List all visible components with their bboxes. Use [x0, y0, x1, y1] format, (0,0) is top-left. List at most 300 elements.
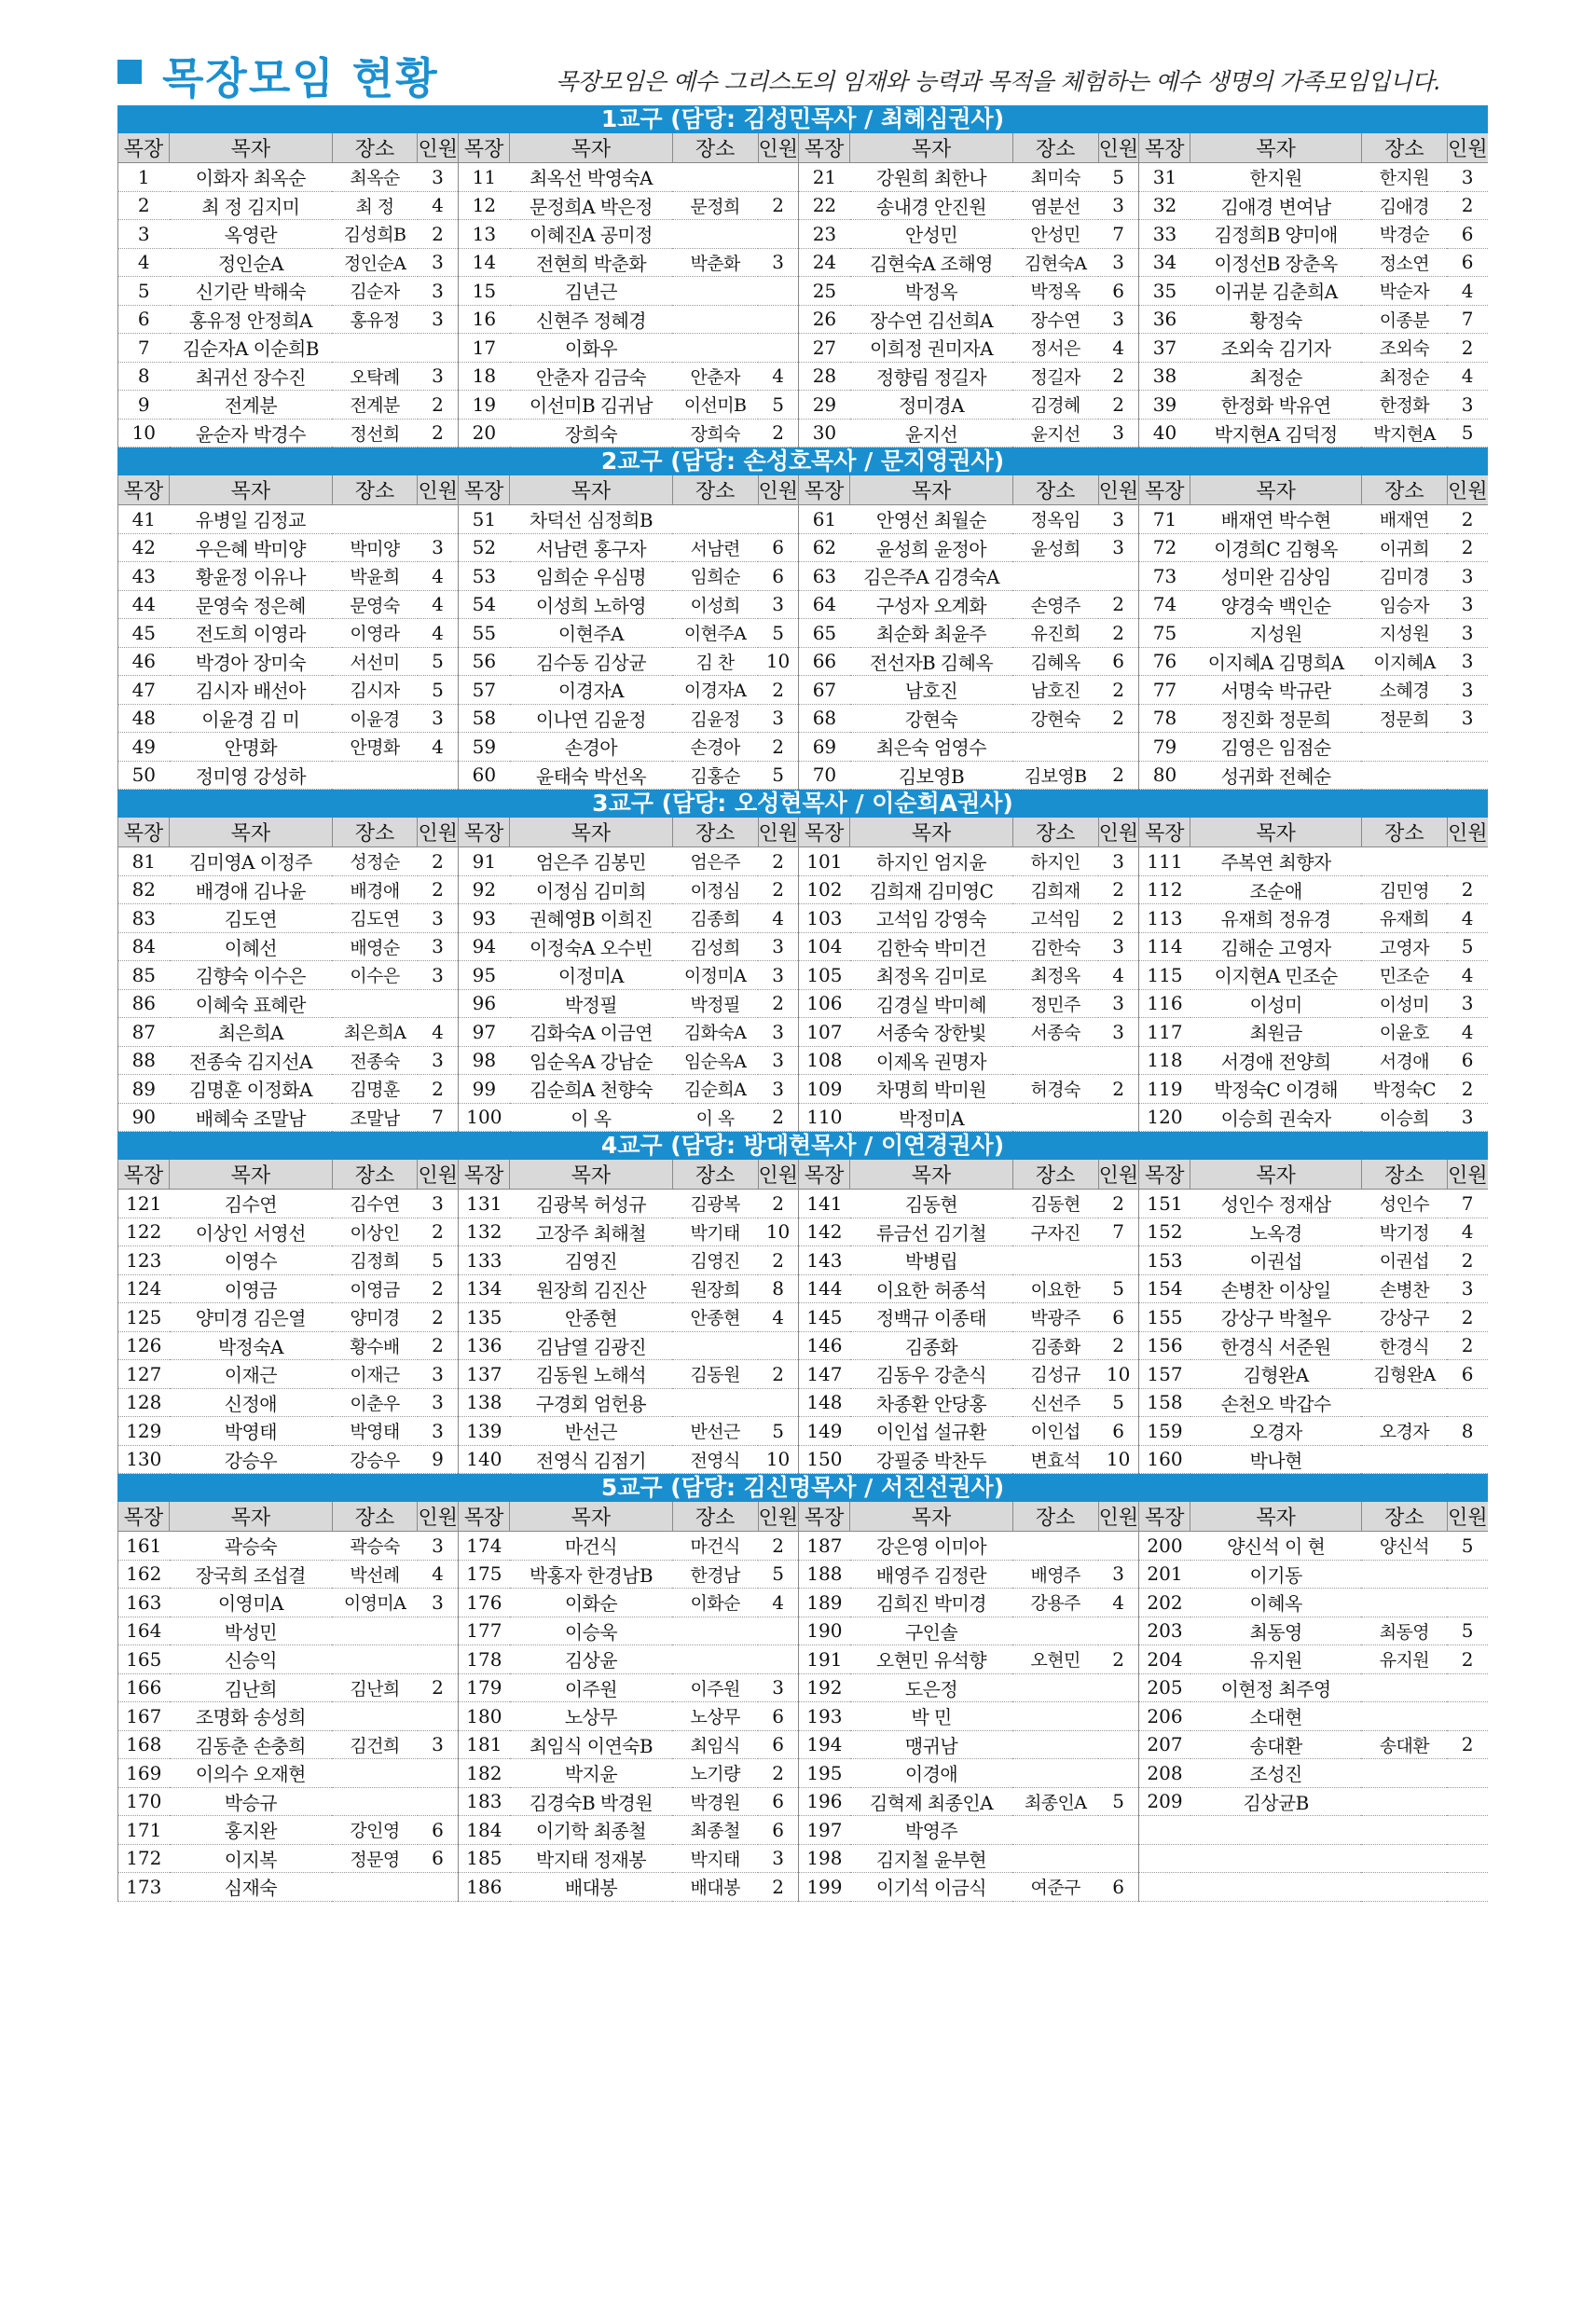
group-number: 68 — [799, 704, 850, 733]
column-header-shepherd-names: 목자 — [510, 475, 673, 505]
member-count: 3 — [758, 704, 799, 733]
column-header-meeting-place: 장소 — [1361, 818, 1447, 847]
column-header-shepherd-names: 목자 — [170, 475, 333, 505]
member-count: 4 — [1098, 961, 1139, 990]
shepherd-names: 김년근 — [510, 277, 673, 306]
member-count: 3 — [418, 704, 459, 733]
table-row — [118, 676, 1489, 705]
group-number: 171 — [118, 1816, 170, 1845]
group-number: 172 — [118, 1844, 170, 1873]
table-row — [118, 1873, 1489, 1902]
table-row — [118, 1816, 1489, 1845]
shepherd-names: 김도연 — [170, 904, 333, 933]
table-row — [118, 1046, 1489, 1075]
group-number: 169 — [118, 1759, 170, 1788]
member-count: 2 — [1098, 761, 1139, 790]
member-count: 2 — [418, 391, 459, 420]
meeting-place: 유지원 — [1361, 1645, 1447, 1674]
meeting-place — [332, 334, 418, 363]
member-count: 5 — [1447, 419, 1488, 447]
meeting-place — [1361, 761, 1447, 790]
group-number: 51 — [459, 505, 510, 534]
shepherd-names: 서명숙 박규란 — [1190, 676, 1362, 705]
parish-section — [117, 790, 1488, 1132]
shepherd-names: 전계분 — [170, 391, 333, 420]
table-row — [118, 1589, 1489, 1617]
group-number: 80 — [1139, 761, 1190, 790]
member-count: 2 — [758, 1246, 799, 1275]
shepherd-names: 신기란 박해숙 — [170, 277, 333, 306]
group-number: 14 — [459, 248, 510, 277]
shepherd-names: 정진화 정문희 — [1190, 704, 1362, 733]
group-number: 131 — [459, 1190, 510, 1218]
group-number: 165 — [118, 1645, 170, 1674]
shepherd-names: 김시자 배선아 — [170, 676, 333, 705]
shepherd-names: 강현숙 — [850, 704, 1013, 733]
group-number: 61 — [799, 505, 850, 534]
group-number: 114 — [1139, 932, 1190, 961]
column-header-shepherd-names: 목자 — [1190, 133, 1362, 163]
group-number: 20 — [459, 419, 510, 447]
shepherd-names: 박영태 — [170, 1417, 333, 1446]
shepherd-names: 이권섭 — [1190, 1246, 1362, 1275]
table-row — [118, 647, 1489, 676]
shepherd-names: 이정심 김미희 — [510, 875, 673, 904]
column-header-member-count: 인원 — [1098, 1160, 1139, 1190]
shepherd-names: 이혜숙 표혜란 — [170, 989, 333, 1018]
member-count: 3 — [418, 1730, 459, 1759]
meeting-place: 손병찬 — [1361, 1274, 1447, 1303]
member-count: 2 — [1098, 619, 1139, 648]
meeting-place — [672, 1331, 758, 1360]
meeting-place: 김성희 — [672, 932, 758, 961]
group-number: 140 — [459, 1445, 510, 1474]
meeting-place — [672, 505, 758, 534]
shepherd-names: 박정숙A — [170, 1331, 333, 1360]
shepherd-names: 권혜영B 이희진 — [510, 904, 673, 933]
column-header-shepherd-names: 목자 — [510, 1502, 673, 1532]
shepherd-names: 이요한 허종석 — [850, 1274, 1013, 1303]
meeting-place: 최동영 — [1361, 1617, 1447, 1645]
group-number: 17 — [459, 334, 510, 363]
table-row — [118, 419, 1489, 447]
shepherd-names: 이선미B 김귀남 — [510, 391, 673, 420]
group-number: 121 — [118, 1190, 170, 1218]
shepherd-names: 이상인 서영선 — [170, 1218, 333, 1246]
meeting-place: 김민영 — [1361, 875, 1447, 904]
meeting-place: 이경자A — [672, 676, 758, 705]
shepherd-names: 이정선B 장춘옥 — [1190, 248, 1362, 277]
column-header-group-number: 목장 — [799, 475, 850, 505]
shepherd-names: 김해순 고영자 — [1190, 932, 1362, 961]
group-number: 191 — [799, 1645, 850, 1674]
meeting-place — [1361, 847, 1447, 876]
shepherd-names: 전선자B 김혜옥 — [850, 647, 1013, 676]
meeting-place: 김영진 — [672, 1246, 758, 1275]
shepherd-names: 황정숙 — [1190, 305, 1362, 334]
page-title: 목장모임 현황 — [162, 53, 439, 103]
shepherd-names: 이경자A — [510, 676, 673, 705]
member-count — [1098, 1702, 1139, 1731]
meeting-place: 정문희 — [1361, 704, 1447, 733]
shepherd-names: 김지철 윤부현 — [850, 1844, 1013, 1873]
column-header-shepherd-names: 목자 — [170, 818, 333, 847]
table-row — [118, 1190, 1489, 1218]
member-count: 2 — [758, 1360, 799, 1389]
shepherd-names: 신승익 — [170, 1645, 333, 1674]
shepherd-names: 김광복 허성규 — [510, 1190, 673, 1218]
member-count: 6 — [1098, 1303, 1139, 1332]
shepherd-names: 반선근 — [510, 1417, 673, 1446]
shepherd-names: 이나연 김윤정 — [510, 704, 673, 733]
group-number: 205 — [1139, 1673, 1190, 1702]
shepherd-names: 이기학 최종철 — [510, 1816, 673, 1845]
meeting-place: 이영금 — [332, 1274, 418, 1303]
shepherd-names: 김명훈 이정화A — [170, 1075, 333, 1104]
group-number: 174 — [459, 1532, 510, 1561]
group-number: 157 — [1139, 1360, 1190, 1389]
group-number — [1139, 1873, 1190, 1902]
meeting-place — [1012, 1759, 1098, 1788]
member-count — [1098, 1816, 1139, 1845]
shepherd-names: 박승규 — [170, 1787, 333, 1816]
group-number: 23 — [799, 220, 850, 249]
group-number: 11 — [459, 163, 510, 192]
group-number: 6 — [118, 305, 170, 334]
meeting-place — [1361, 1560, 1447, 1589]
shepherd-names: 김상균B — [1190, 1787, 1362, 1816]
group-number: 147 — [799, 1360, 850, 1389]
shepherd-names: 안춘자 김금숙 — [510, 362, 673, 391]
parish-table — [117, 1160, 1488, 1474]
group-number: 199 — [799, 1873, 850, 1902]
meeting-place — [332, 761, 418, 790]
shepherd-names: 김영은 임점순 — [1190, 733, 1362, 762]
meeting-place: 전영식 — [672, 1445, 758, 1474]
shepherd-names: 정인순A — [170, 248, 333, 277]
group-number: 195 — [799, 1759, 850, 1788]
meeting-place — [1012, 1702, 1098, 1731]
shepherd-names: 최 정 김지미 — [170, 191, 333, 220]
group-number: 176 — [459, 1589, 510, 1617]
member-count: 3 — [758, 1046, 799, 1075]
parish-title: 2교구 (담당: 손성호목사 / 문지영권사) — [117, 447, 1488, 475]
shepherd-names: 조명화 송성희 — [170, 1702, 333, 1731]
shepherd-names: 서종숙 장한빛 — [850, 1018, 1013, 1047]
table-row — [118, 1787, 1489, 1816]
shepherd-names: 최귀선 장수진 — [170, 362, 333, 391]
group-number: 183 — [459, 1787, 510, 1816]
meeting-place: 배영순 — [332, 932, 418, 961]
meeting-place — [332, 1617, 418, 1645]
member-count: 3 — [1098, 533, 1139, 562]
group-number: 98 — [459, 1046, 510, 1075]
group-number: 167 — [118, 1702, 170, 1731]
parish-section — [117, 1474, 1488, 1902]
group-number: 204 — [1139, 1645, 1190, 1674]
column-header-member-count: 인원 — [418, 475, 459, 505]
shepherd-names: 차덕선 심정희B — [510, 505, 673, 534]
group-number: 113 — [1139, 904, 1190, 933]
meeting-place: 김희재 — [1012, 875, 1098, 904]
group-number: 109 — [799, 1075, 850, 1104]
meeting-place: 정민주 — [1012, 989, 1098, 1018]
group-number: 192 — [799, 1673, 850, 1702]
shepherd-names: 이화우 — [510, 334, 673, 363]
table-row — [118, 961, 1489, 990]
member-count: 3 — [1447, 989, 1488, 1018]
group-number: 117 — [1139, 1018, 1190, 1047]
meeting-place: 최정순 — [1361, 362, 1447, 391]
group-number: 39 — [1139, 391, 1190, 420]
group-number: 198 — [799, 1844, 850, 1873]
member-count: 6 — [418, 1844, 459, 1873]
shepherd-names: 최정순 — [1190, 362, 1362, 391]
member-count: 3 — [418, 1046, 459, 1075]
group-number: 31 — [1139, 163, 1190, 192]
column-header-meeting-place: 장소 — [1012, 1160, 1098, 1190]
member-count — [758, 1331, 799, 1360]
group-number: 102 — [799, 875, 850, 904]
table-row — [118, 1560, 1489, 1589]
column-header-meeting-place: 장소 — [1012, 475, 1098, 505]
group-number — [1139, 1816, 1190, 1845]
meeting-place: 이지혜A — [1361, 647, 1447, 676]
member-count: 2 — [758, 1190, 799, 1218]
meeting-place — [332, 1702, 418, 1731]
column-header-shepherd-names: 목자 — [170, 133, 333, 163]
table-row — [118, 362, 1489, 391]
member-count: 2 — [1447, 875, 1488, 904]
table-row — [118, 1331, 1489, 1360]
group-number: 22 — [799, 191, 850, 220]
shepherd-names: 안종현 — [510, 1303, 673, 1332]
member-count — [1447, 1816, 1488, 1845]
shepherd-names: 이혜옥 — [1190, 1589, 1362, 1617]
shepherd-names: 김혁제 최종인A — [850, 1787, 1013, 1816]
member-count: 3 — [1447, 1274, 1488, 1303]
group-number: 21 — [799, 163, 850, 192]
meeting-place: 이성미 — [1361, 989, 1447, 1018]
shepherd-names: 정향림 정길자 — [850, 362, 1013, 391]
shepherd-names: 한경식 서준원 — [1190, 1331, 1362, 1360]
group-number: 75 — [1139, 619, 1190, 648]
group-number: 81 — [118, 847, 170, 876]
member-count — [758, 1645, 799, 1674]
group-number: 209 — [1139, 1787, 1190, 1816]
column-header-member-count: 인원 — [1098, 133, 1139, 163]
group-number: 10 — [118, 419, 170, 447]
shepherd-names: 이기석 이금식 — [850, 1873, 1013, 1902]
member-count: 10 — [1098, 1360, 1139, 1389]
meeting-place: 윤성희 — [1012, 533, 1098, 562]
meeting-place: 박미양 — [332, 533, 418, 562]
group-number: 125 — [118, 1303, 170, 1332]
shepherd-names: 전종숙 김지선A — [170, 1046, 333, 1075]
member-count: 3 — [1098, 932, 1139, 961]
member-count: 3 — [1447, 562, 1488, 591]
group-number: 25 — [799, 277, 850, 306]
shepherd-names: 이승욱 — [510, 1617, 673, 1645]
column-header-member-count: 인원 — [418, 1502, 459, 1532]
shepherd-names: 송대환 — [1190, 1730, 1362, 1759]
shepherd-names — [1190, 1816, 1362, 1845]
member-count: 2 — [1098, 590, 1139, 619]
column-header-shepherd-names: 목자 — [850, 818, 1013, 847]
shepherd-names: 김동현 — [850, 1190, 1013, 1218]
meeting-place — [332, 989, 418, 1018]
member-count: 4 — [1447, 1218, 1488, 1246]
member-count: 3 — [758, 1673, 799, 1702]
group-number: 120 — [1139, 1103, 1190, 1132]
member-count — [1098, 1103, 1139, 1132]
table-row — [118, 989, 1489, 1018]
member-count: 2 — [1447, 191, 1488, 220]
meeting-place: 김시자 — [332, 676, 418, 705]
group-number: 112 — [1139, 875, 1190, 904]
group-number: 103 — [799, 904, 850, 933]
group-number: 91 — [459, 847, 510, 876]
group-number: 95 — [459, 961, 510, 990]
meeting-place: 고석임 — [1012, 904, 1098, 933]
meeting-place: 박광주 — [1012, 1303, 1098, 1332]
shepherd-names: 이지혜A 김명희A — [1190, 647, 1362, 676]
member-count: 4 — [758, 362, 799, 391]
meeting-place — [672, 305, 758, 334]
member-count: 3 — [418, 277, 459, 306]
table-row — [118, 1445, 1489, 1474]
shepherd-names: 윤태숙 박선옥 — [510, 761, 673, 790]
group-number: 72 — [1139, 533, 1190, 562]
meeting-place: 손경아 — [672, 733, 758, 762]
meeting-place: 김광복 — [672, 1190, 758, 1218]
member-count: 5 — [758, 761, 799, 790]
group-number: 126 — [118, 1331, 170, 1360]
member-count — [1098, 1046, 1139, 1075]
table-row — [118, 1075, 1489, 1104]
member-count: 3 — [418, 1589, 459, 1617]
meeting-place: 이화순 — [672, 1589, 758, 1617]
group-number: 36 — [1139, 305, 1190, 334]
table-row — [118, 562, 1489, 591]
group-number: 58 — [459, 704, 510, 733]
meeting-place: 이춘우 — [332, 1388, 418, 1417]
shepherd-names: 김수동 김상균 — [510, 647, 673, 676]
column-header-meeting-place: 장소 — [672, 818, 758, 847]
group-number: 64 — [799, 590, 850, 619]
meeting-place: 지성원 — [1361, 619, 1447, 648]
group-tables — [117, 105, 1488, 1902]
member-count: 10 — [758, 647, 799, 676]
member-count: 3 — [758, 590, 799, 619]
column-header-group-number: 목장 — [799, 1502, 850, 1532]
group-number: 76 — [1139, 647, 1190, 676]
group-number: 127 — [118, 1360, 170, 1389]
column-header-shepherd-names: 목자 — [850, 475, 1013, 505]
shepherd-names: 김남열 김광진 — [510, 1331, 673, 1360]
member-count: 8 — [1447, 1417, 1488, 1446]
group-number: 153 — [1139, 1246, 1190, 1275]
group-number: 29 — [799, 391, 850, 420]
meeting-place — [1361, 1759, 1447, 1788]
group-number: 190 — [799, 1617, 850, 1645]
shepherd-names: 김동춘 손충희 — [170, 1730, 333, 1759]
parish-section — [117, 447, 1488, 790]
meeting-place — [1012, 1673, 1098, 1702]
group-number: 144 — [799, 1274, 850, 1303]
member-count: 5 — [1447, 932, 1488, 961]
member-count — [1447, 1388, 1488, 1417]
shepherd-names: 오경자 — [1190, 1417, 1362, 1446]
member-count: 6 — [1098, 1873, 1139, 1902]
shepherd-names: 오현민 유석향 — [850, 1645, 1013, 1674]
meeting-place: 이종분 — [1361, 305, 1447, 334]
group-number: 12 — [459, 191, 510, 220]
meeting-place — [332, 1787, 418, 1816]
member-count — [418, 1873, 459, 1902]
column-header-member-count: 인원 — [418, 1160, 459, 1190]
column-header-shepherd-names: 목자 — [1190, 1502, 1362, 1532]
meeting-place: 정옥임 — [1012, 505, 1098, 534]
group-number: 5 — [118, 277, 170, 306]
member-count — [758, 334, 799, 363]
meeting-place: 윤지선 — [1012, 419, 1098, 447]
group-number: 104 — [799, 932, 850, 961]
member-count — [1447, 1873, 1488, 1902]
group-number: 24 — [799, 248, 850, 277]
meeting-place: 안성민 — [1012, 220, 1098, 249]
member-count: 4 — [418, 1560, 459, 1589]
group-number: 34 — [1139, 248, 1190, 277]
group-number: 149 — [799, 1417, 850, 1446]
shepherd-names: 이정미A — [510, 961, 673, 990]
member-count: 7 — [1098, 1218, 1139, 1246]
member-count: 3 — [1098, 847, 1139, 876]
shepherd-names: 차명희 박미원 — [850, 1075, 1013, 1104]
meeting-place: 임희순 — [672, 562, 758, 591]
member-count: 6 — [1098, 1417, 1139, 1446]
meeting-place: 김건희 — [332, 1730, 418, 1759]
column-header-shepherd-names: 목자 — [850, 133, 1013, 163]
member-count: 2 — [1098, 1645, 1139, 1674]
member-count: 2 — [418, 847, 459, 876]
table-row — [118, 1702, 1489, 1731]
meeting-place — [1012, 733, 1098, 762]
meeting-place — [1361, 1844, 1447, 1873]
member-count — [1098, 1532, 1139, 1561]
column-header-group-number: 목장 — [459, 1160, 510, 1190]
group-number: 92 — [459, 875, 510, 904]
shepherd-names: 류금선 김기철 — [850, 1218, 1013, 1246]
member-count — [418, 1759, 459, 1788]
column-header-meeting-place: 장소 — [1012, 133, 1098, 163]
meeting-place: 강상구 — [1361, 1303, 1447, 1332]
shepherd-names: 하지인 엄지윤 — [850, 847, 1013, 876]
group-number: 27 — [799, 334, 850, 363]
group-number: 32 — [1139, 191, 1190, 220]
group-number: 203 — [1139, 1617, 1190, 1645]
meeting-place: 정선희 — [332, 419, 418, 447]
group-number: 146 — [799, 1331, 850, 1360]
shepherd-names: 유병일 김정교 — [170, 505, 333, 534]
group-number: 154 — [1139, 1274, 1190, 1303]
shepherd-names: 주복연 최향자 — [1190, 847, 1362, 876]
meeting-place: 송대환 — [1361, 1730, 1447, 1759]
column-header-meeting-place: 장소 — [332, 475, 418, 505]
member-count: 4 — [1447, 961, 1488, 990]
shepherd-names: 김은주A 김경숙A — [850, 562, 1013, 591]
group-number: 18 — [459, 362, 510, 391]
